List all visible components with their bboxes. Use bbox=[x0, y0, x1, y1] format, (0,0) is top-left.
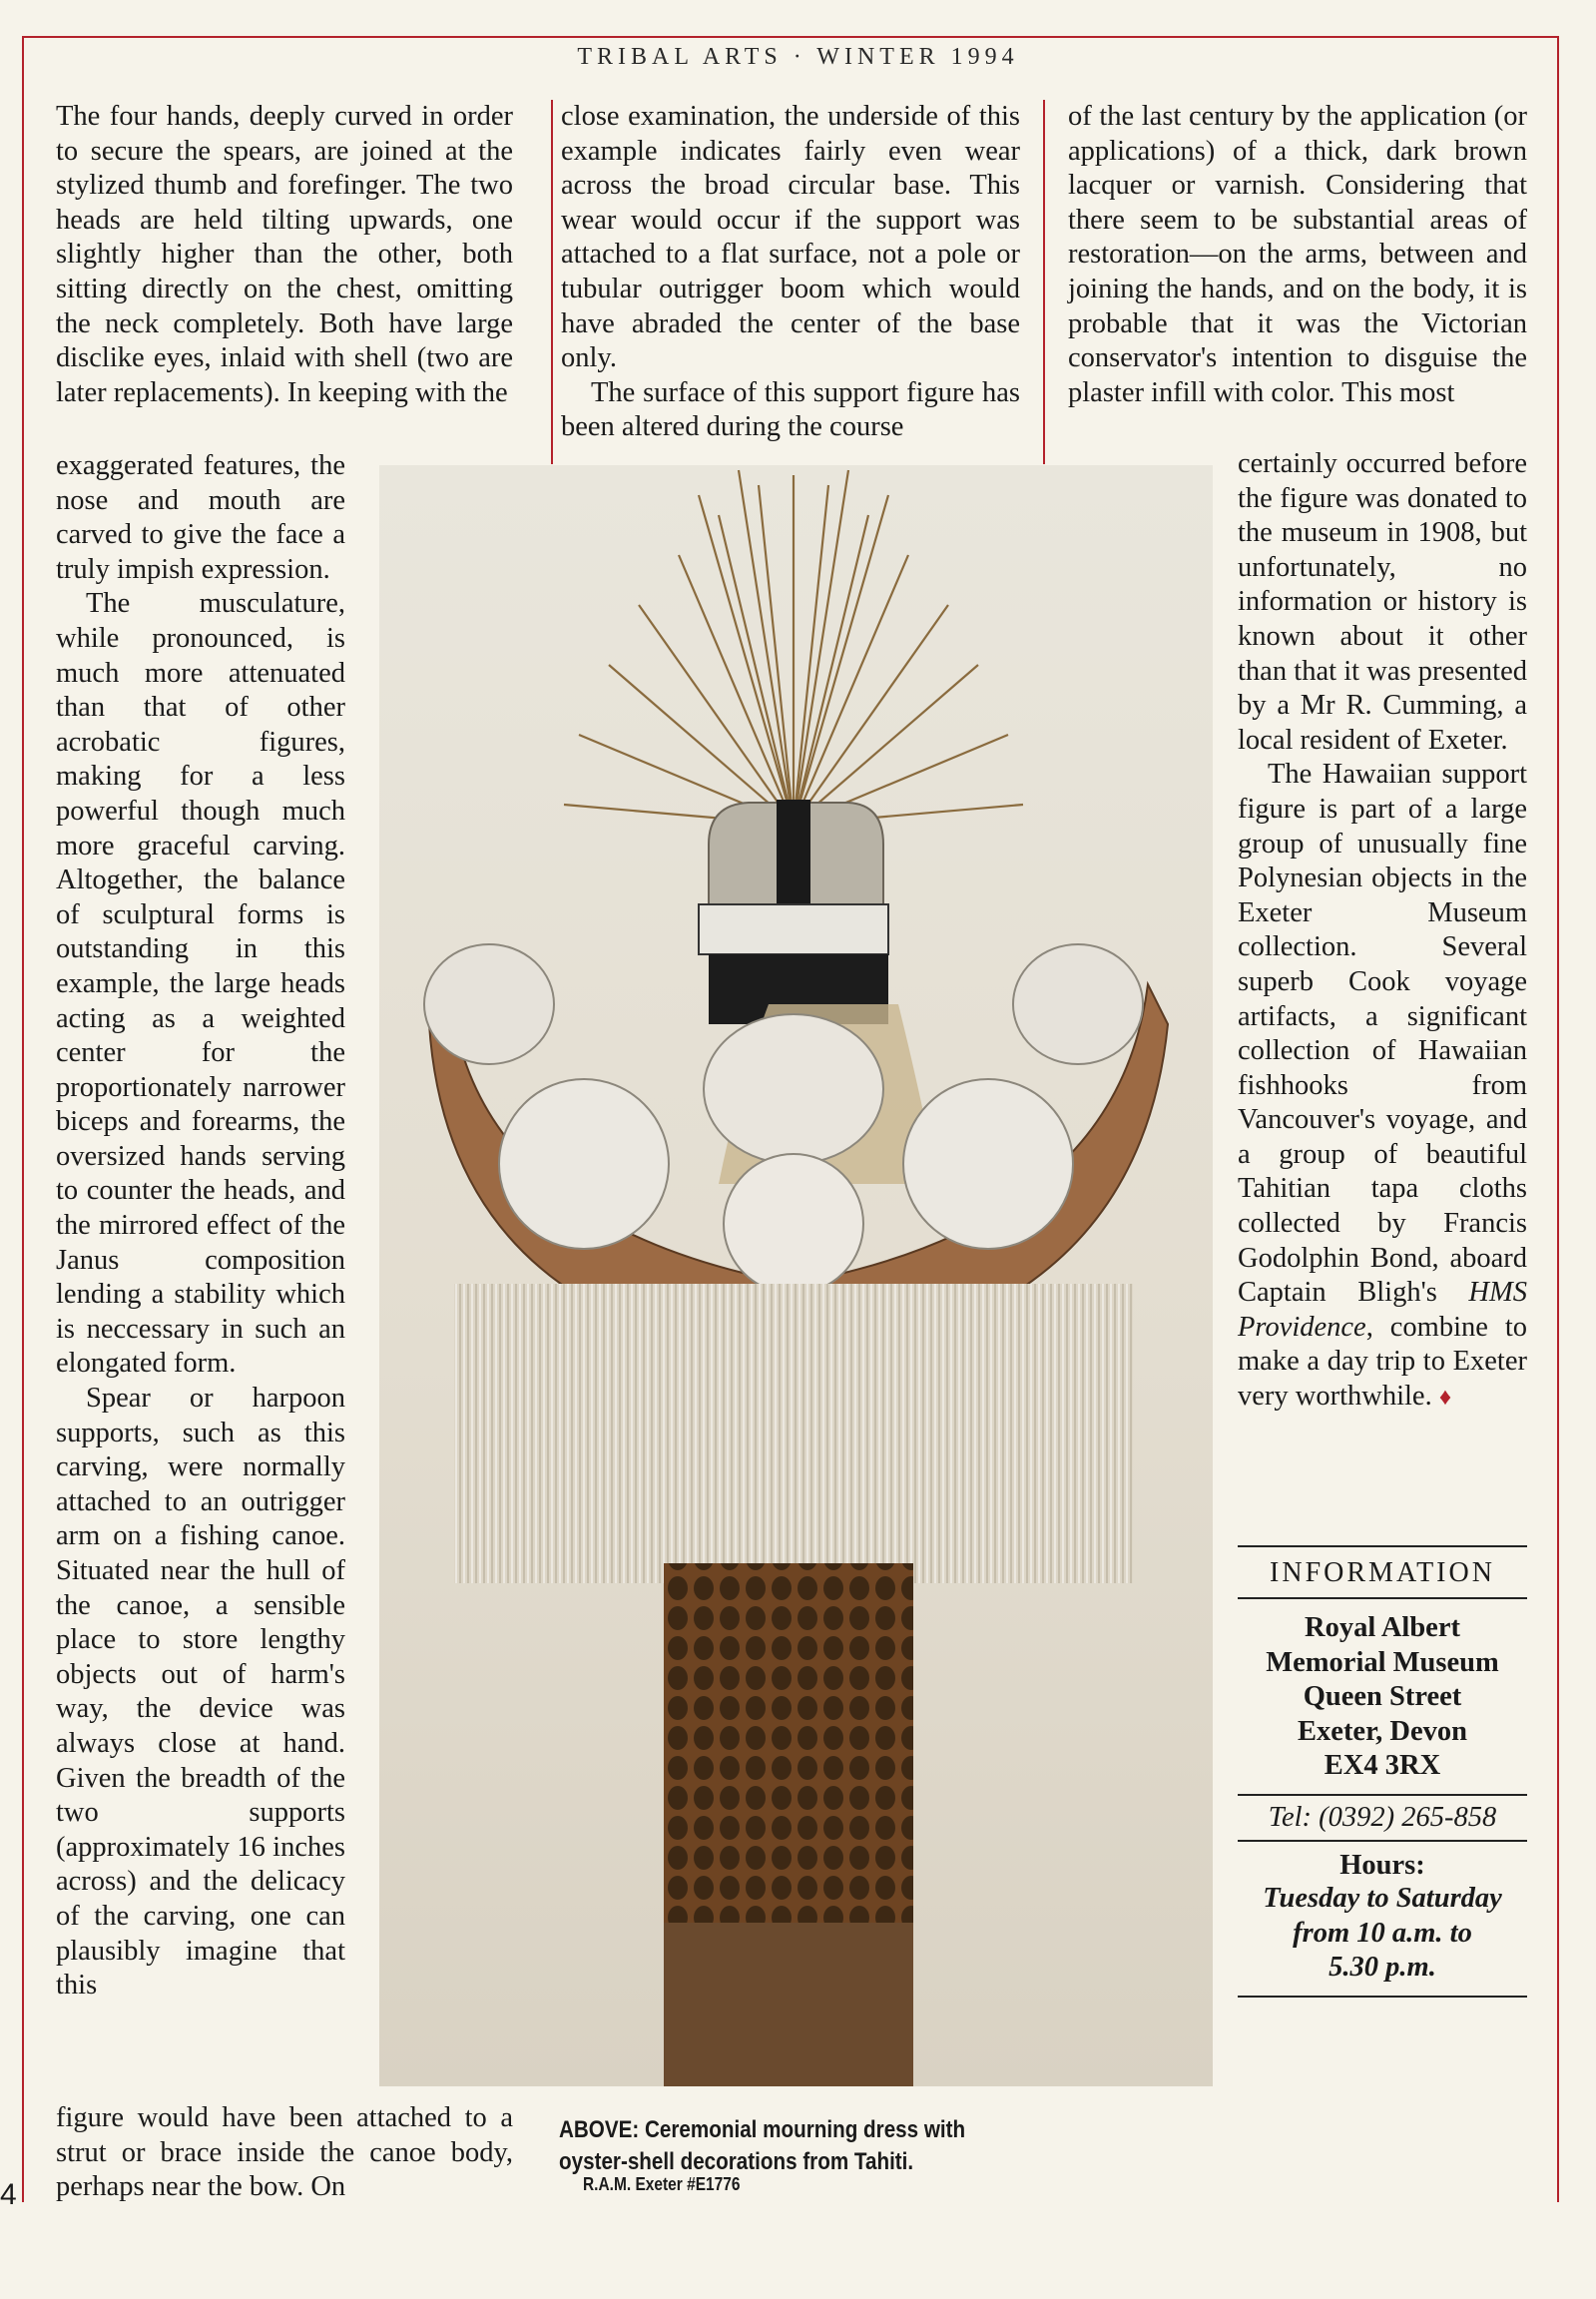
pearl-shell-lower-left bbox=[499, 1079, 669, 1249]
shell-fringe bbox=[454, 1284, 1133, 1583]
address-line: Exeter, Devon bbox=[1298, 1715, 1467, 1747]
apron-lower bbox=[664, 1923, 913, 2086]
feather-spray bbox=[564, 470, 1023, 825]
caption-text: Ceremonial mourning dress with oyster-shell decorations from Tahiti. bbox=[559, 2116, 966, 2175]
pearl-shell-lower-right bbox=[903, 1079, 1073, 1249]
information-box bbox=[1238, 1545, 1527, 1998]
ship-name: HMS Providence bbox=[1238, 1277, 1527, 1343]
page-frame-top bbox=[22, 36, 1559, 38]
info-rule-bottom bbox=[1238, 1996, 1527, 1998]
column-1-top bbox=[56, 100, 513, 410]
pearl-shell-bottom bbox=[724, 1154, 863, 1294]
coconut-apron bbox=[664, 1563, 913, 1923]
info-hours bbox=[1238, 1882, 1527, 1996]
hours-line: from 10 a.m. to bbox=[1293, 1917, 1472, 1949]
end-mark-icon: ♦ bbox=[1438, 1385, 1452, 1412]
column-1-narrow bbox=[56, 449, 345, 2004]
address-line: EX4 3RX bbox=[1324, 1750, 1441, 1782]
page-number: 4 bbox=[0, 2178, 17, 2211]
page-frame-left bbox=[22, 36, 24, 2202]
address-line: Queen Street bbox=[1303, 1681, 1462, 1713]
column-1-bottom bbox=[56, 2101, 513, 2205]
address-line: Memorial Museum bbox=[1266, 1646, 1499, 1678]
address-line: Royal Albert bbox=[1305, 1612, 1460, 1643]
pearl-shell-right bbox=[1013, 944, 1143, 1064]
paragraph bbox=[1238, 758, 1527, 1415]
photo-caption bbox=[559, 2114, 971, 2178]
mourning-dress-illustration bbox=[379, 465, 1213, 2086]
pearl-shell-center bbox=[704, 1014, 883, 1164]
paragraph: The musculature, while pronounced, is much more attenuated than that of other acrobatic figures, making for a less powerful though much more graceful carving. Altogether, the balance of sculptural forms is outstanding in this example, the large heads acting as a weighted center for the proportionately narrower biceps and forearms, the oversized hands serving to counter the heads, and the mirrored effect of the Janus composition lending a stability which is neccessary in such an elongated form. bbox=[56, 588, 345, 1380]
column-rule-1 bbox=[551, 100, 553, 464]
column-3-narrow bbox=[1238, 447, 1527, 1416]
photo-credit: R.A.M. Exeter #E1776 bbox=[583, 2174, 741, 2194]
paragraph: exaggerated features, the nose and mouth are carved to give the face a truly impish expression. bbox=[56, 450, 345, 585]
column-2-top bbox=[561, 100, 1020, 445]
caption-lead: ABOVE: bbox=[559, 2116, 640, 2143]
hours-line: 5.30 p.m. bbox=[1329, 1952, 1436, 1984]
info-heading: INFORMATION bbox=[1270, 1557, 1495, 1588]
info-hours-label: Hours: bbox=[1339, 1849, 1425, 1881]
info-address bbox=[1238, 1599, 1527, 1794]
page-frame-right bbox=[1557, 36, 1559, 2202]
paragraph: of the last century by the application (or applications) of a thick, dark brown lacquer or varnish. Considering that there seem to be substantial areas of restoration—on the arms, between and joining the hands, and on the body, it is probable that it was the Victorian conservator's intention to disguise the plaster infill with color. This most bbox=[1068, 101, 1527, 408]
info-telephone: Tel: (0392) 265-858 bbox=[1268, 1801, 1497, 1833]
column-3-top bbox=[1068, 100, 1527, 410]
paragraph-text: The Hawaiian support figure is part of a large group of unusually fine Polynesian objects in the Exeter Museum collection. Several superb Cook voyage artifacts, a significant collection of Hawaiian fishhooks from Vancouver's voyage, and a group of beautiful Tahitian tapa cloths collected by Francis Godolphin Bond, aboard Captain Bligh's bbox=[1238, 759, 1527, 1309]
photo-mourning-dress bbox=[379, 465, 1213, 2086]
column-rule-2 bbox=[1043, 100, 1045, 464]
paragraph: The four hands, deeply curved in order to secure the spears, are joined at the stylized thumb and forefinger. The two heads are held tilting upwards, one slightly higher than the other, both sitting directly on the chest, omitting the neck completely. Both have large disclike eyes, inlaid with shell (two are later replacements). In keeping with the bbox=[56, 101, 513, 408]
paragraph: figure would have been attached to a strut or brace inside the canoe body, perhaps near the bow. On bbox=[56, 2102, 513, 2203]
running-head: TRIBAL ARTS · WINTER 1994 bbox=[577, 44, 1019, 70]
paragraph: close examination, the underside of this example indicates fairly even wear across the broad circular base. This wear would occur if the support was attached to a flat surface, not a pole or tubular outrigger boom which would have abraded the center of the base only. bbox=[561, 101, 1020, 374]
paragraph: certainly occurred before the figure was donated to the museum in 1908, but unfortunately, no information or history is known about it other than that it was presented by a Mr R. Cumming, a local resident of Exeter. bbox=[1238, 448, 1527, 756]
paragraph: The surface of this support figure has been altered during the course bbox=[561, 376, 1020, 443]
pearl-shell-left bbox=[424, 944, 554, 1064]
hours-line: Tuesday to Saturday bbox=[1263, 1882, 1502, 1914]
paragraph: Spear or harpoon supports, such as this carving, were normally attached to an outrigger arm on a fishing canoe. Situated near the hull of the canoe, a sensible place to store lengthy objects out of harm's way, the device was always close at hand. Given the breadth of the two supports (approximately 16 inches across) and the delicacy of the carving, one can plausibly imagine that this bbox=[56, 1383, 345, 2002]
mask-middle-band bbox=[699, 904, 888, 954]
paragraph-text: , combine to make a day trip to Exeter very worthwhile. bbox=[1238, 1311, 1527, 1413]
